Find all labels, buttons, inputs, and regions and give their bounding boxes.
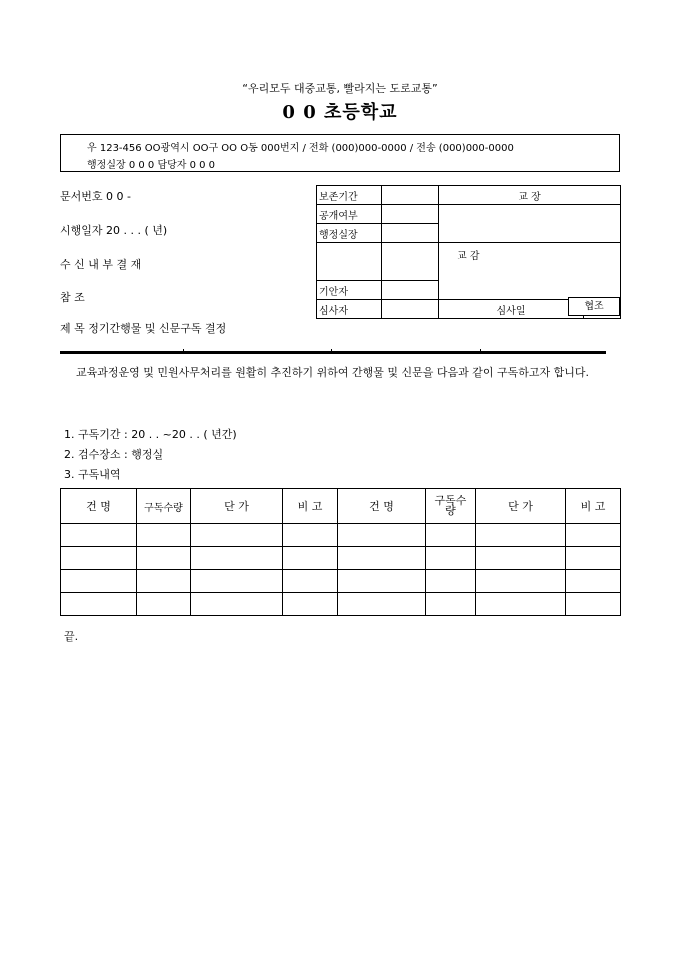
table-header-row (61, 489, 621, 524)
drafter-label: 기안자 (317, 281, 382, 300)
subscription-details-heading: 3. 구독내역 (64, 468, 121, 481)
column-header: 건 명 (61, 489, 137, 524)
review-date-label: 심사일 (439, 300, 584, 319)
reference-field: 참 조 (60, 291, 85, 304)
admin-head-sign (382, 224, 439, 243)
admin-head-label: 행정실장 (317, 224, 382, 243)
subscription-period: 1. 구독기간 : 20 . . ~20 . . ( 년간) (64, 428, 237, 441)
table-row (61, 593, 621, 616)
end-mark: 끝. (64, 630, 79, 643)
approver-blank-1 (317, 243, 382, 281)
address-line: 우 123-456 OO광역시 OO구 OO O동 000번지 / 전화 (000)000-0000 / 전송 (000)000-0000 (87, 143, 514, 154)
cooperation-label: 협조 (568, 297, 620, 316)
staff-line: 행정실장 0 0 0 담당자 0 0 0 (87, 160, 216, 171)
vice-principal-label: 교 감 (439, 243, 621, 300)
retention-value (382, 186, 439, 205)
column-header: 비 고 (566, 489, 621, 524)
column-header: 구독수량 (426, 489, 476, 524)
inspection-location: 2. 검수장소 : 행정실 (64, 448, 164, 461)
column-header: 단 가 (476, 489, 566, 524)
date-field: 시행일자 20 . . . ( 년) (60, 224, 168, 237)
reviewer-label: 심사자 (317, 300, 382, 319)
divider-tick (183, 349, 184, 354)
recipient-field: 수 신 내 부 결 재 (60, 258, 142, 271)
slogan: “우리모두 대중교통, 빨라지는 도로교통” (242, 82, 438, 95)
table-row (61, 570, 621, 593)
subject-field: 제 목 정기간행물 및 신문구독 결정 (60, 322, 227, 335)
disclosure-label: 공개여부 (317, 205, 382, 224)
doc-number-field: 문서번호 0 0 - (60, 190, 131, 203)
divider-tick (331, 349, 332, 354)
column-header: 건 명 (338, 489, 426, 524)
table-row (61, 547, 621, 570)
school-name: 0 0 초등학교 (282, 102, 398, 123)
principal-sign-area (439, 205, 621, 243)
divider-line (60, 351, 606, 354)
table-row (61, 524, 621, 547)
subscription-table (60, 488, 621, 616)
column-header: 구독수량 (137, 489, 191, 524)
disclosure-value (382, 205, 439, 224)
principal-label: 교 장 (439, 186, 621, 205)
approver-blank-2 (382, 243, 439, 281)
address-box (60, 134, 620, 172)
divider-tick (480, 349, 481, 354)
column-header: 단 가 (191, 489, 283, 524)
drafter-sign (382, 281, 439, 300)
retention-label: 보존기간 (317, 186, 382, 205)
intro-paragraph: 교육과정운영 및 민원사무처리를 원활히 추진하기 위하여 간행물 및 신문을 다음과 같이 구독하고자 합니다. (76, 366, 589, 379)
reviewer-sign (382, 300, 439, 319)
column-header: 비 고 (283, 489, 338, 524)
